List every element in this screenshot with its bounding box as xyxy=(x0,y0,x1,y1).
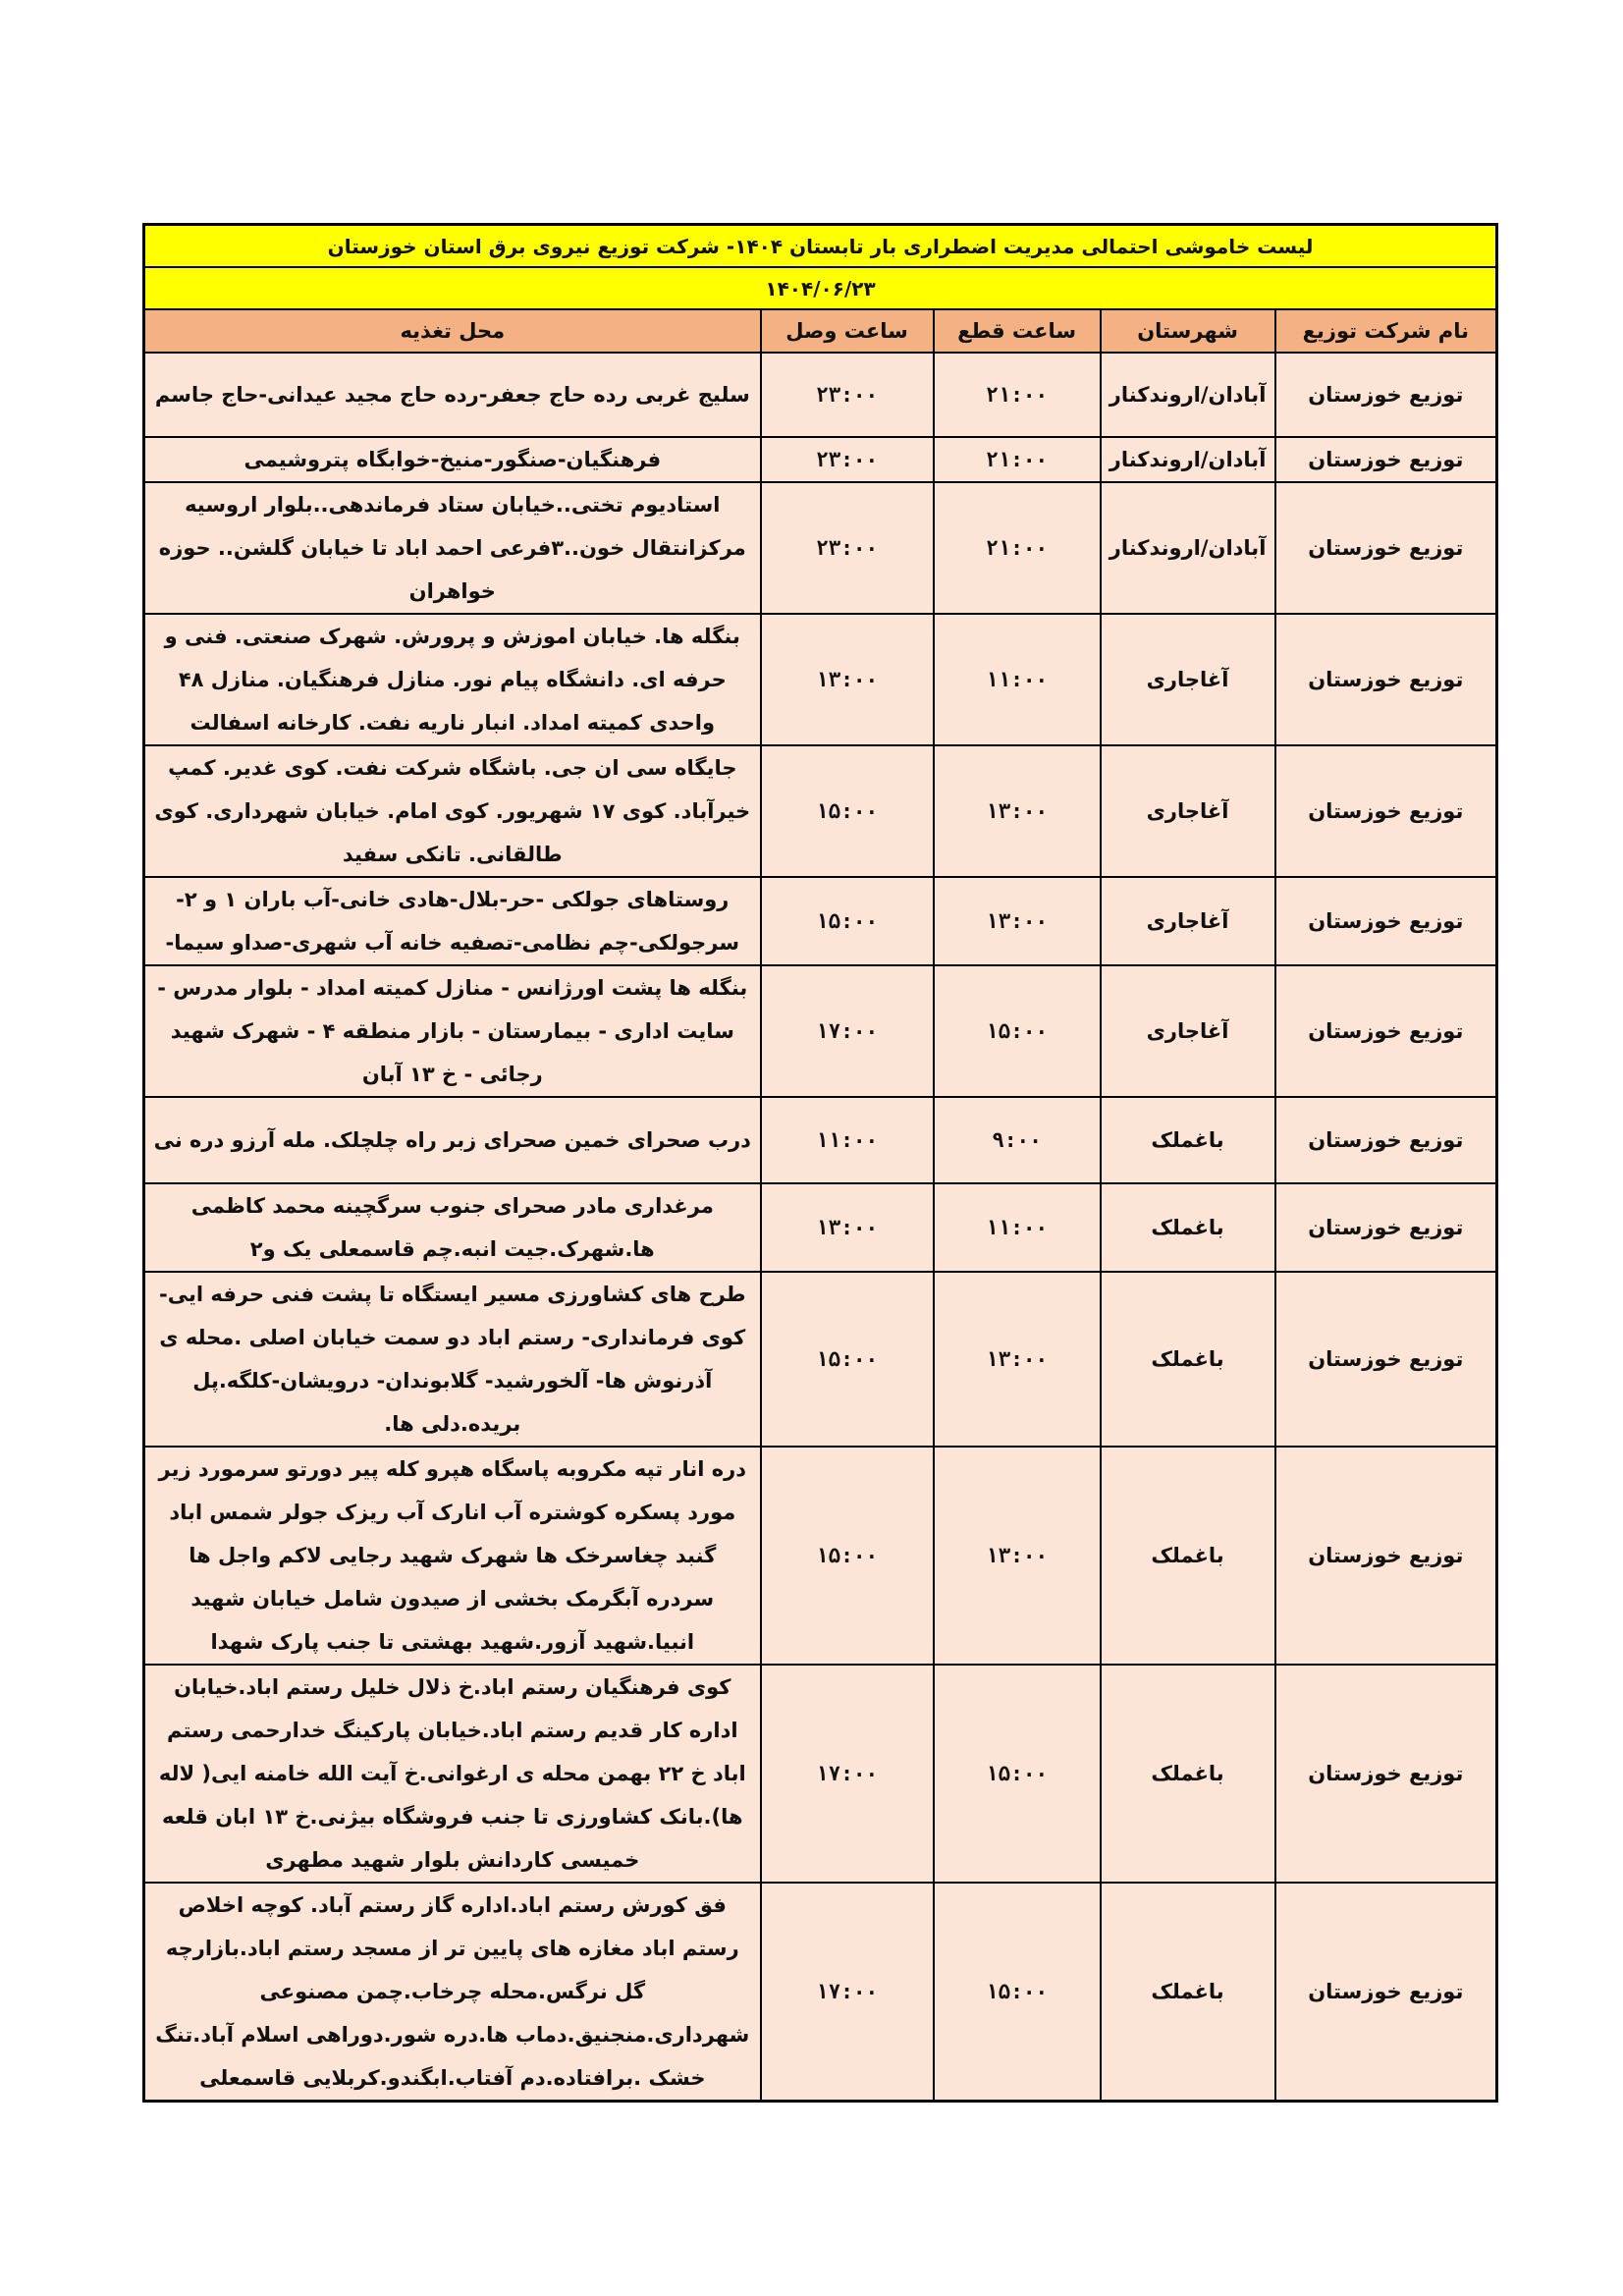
cut-time-cell: ۲۱:۰۰ xyxy=(934,437,1101,482)
company-cell: توزیع خوزستان xyxy=(1275,437,1497,482)
city-cell: آغاجاری xyxy=(1101,965,1275,1097)
city-cell: باغملک xyxy=(1101,1183,1275,1272)
company-cell: توزیع خوزستان xyxy=(1275,745,1497,877)
city-cell: باغملک xyxy=(1101,1665,1275,1883)
date-row xyxy=(144,267,1497,309)
table-row xyxy=(144,353,1497,437)
company-cell: توزیع خوزستان xyxy=(1275,1272,1497,1447)
connect-time-cell: ۱۵:۰۰ xyxy=(761,745,934,877)
city-cell: آغاجاری xyxy=(1101,877,1275,965)
city-cell: آغاجاری xyxy=(1101,745,1275,877)
header-feed-location: محل تغذیه xyxy=(144,309,761,353)
company-cell: توزیع خوزستان xyxy=(1275,1883,1497,2102)
feed-location-cell: جایگاه سی ان جی. باشگاه شرکت نفت. کوی غدیر. کمپ خیرآباد. کوی ۱۷ شهریور. کوی امام. خیابان شهرداری. کوی طالقانی. تانکی سفید xyxy=(144,745,761,877)
company-cell: توزیع خوزستان xyxy=(1275,482,1497,614)
city-cell: باغملک xyxy=(1101,1447,1275,1665)
feed-location-cell: دره انار تپه مکروبه پاسگاه هپرو کله پیر دورتو سرمورد زیر مورد پسکره کوشتره آب انارک آب ریزک جولر شمس اباد گنبد چغاسرخک ها شهرک شهید رجایی لاکم واجل ها سردره آبگرمک بخشی از صیدون شامل خیابان شهید انبیا.شهید آزور.شهید بهشتی تا جنب پارک شهدا xyxy=(144,1447,761,1665)
table-row xyxy=(144,1883,1497,2102)
feed-location-cell: فق کورش رستم اباد.اداره گاز رستم آباد. کوچه اخلاص رستم اباد مغازه های پایین تر از مسجد رستم اباد.بازارچه گل نرگس.محله چرخاب.چمن مصنوعی شهرداری.منجنیق.دماب ها.دره شور.دوراهی اسلام آباد.تنگ خشک .برافتاده.دم آفتاب.ابگندو.کربلایی قاسمعلی xyxy=(144,1883,761,2102)
feed-location-cell: بنگله ها. خیابان اموزش و پرورش. شهرک صنعتی. فنی و حرفه ای. دانشگاه پیام نور. منازل فرهنگیان. منازل ۴۸ واحدی کمیته امداد. انبار ناریه نفت. کارخانه اسفالت xyxy=(144,614,761,745)
feed-location-cell: فرهنگیان-صنگور-منیخ-خوابگاه پتروشیمی xyxy=(144,437,761,482)
city-cell: آبادان/اروندکنار xyxy=(1101,437,1275,482)
city-cell: باغملک xyxy=(1101,1883,1275,2102)
city-cell: باغملک xyxy=(1101,1097,1275,1183)
feed-location-cell: بنگله ها پشت اورژانس - منازل کمیته امداد - بلوار مدرس - سایت اداری - بیمارستان - بازار منطقه ۴ - شهرک شهید رجائی - خ ۱۳ آبان xyxy=(144,965,761,1097)
connect-time-cell: ۱۵:۰۰ xyxy=(761,877,934,965)
feed-location-cell: طرح های کشاورزی مسیر ایستگاه تا پشت فنی حرفه ایی- کوی فرمانداری- رستم اباد دو سمت خیابان اصلی .محله ی آذرنوش ها- آلخورشید- گلابوندان- درویشان-کلگه.پل بریده.دلی ها. xyxy=(144,1272,761,1447)
connect-time-cell: ۱۳:۰۰ xyxy=(761,1183,934,1272)
feed-location-cell: کوی فرهنگیان رستم اباد.خ ذلال خلیل رستم اباد.خیابان اداره کار قدیم رستم اباد.خیابان پارکینگ خدارحمی رستم اباد خ ۲۲ بهمن محله ی ارغوانی.خ آیت الله خامنه ایی( لاله ها).بانک کشاورزی تا جنب فروشگاه بیژنی.خ ۱۳ ابان قلعه خمیسی کاردانش بلوار شهید مطهری xyxy=(144,1665,761,1883)
header-company: نام شرکت توزیع xyxy=(1275,309,1497,353)
city-cell: باغملک xyxy=(1101,1272,1275,1447)
cut-time-cell: ۹:۰۰ xyxy=(934,1097,1101,1183)
city-cell: آغاجاری xyxy=(1101,614,1275,745)
title-row xyxy=(144,225,1497,268)
cut-time-cell: ۱۵:۰۰ xyxy=(934,1883,1101,2102)
connect-time-cell: ۱۷:۰۰ xyxy=(761,1883,934,2102)
feed-location-cell: روستاهای جولکی -حر-بلال-هادی خانی-آب باران ۱ و ۲- سرجولکی-چم نظامی-تصفیه خانه آب شهری-صداو سیما- xyxy=(144,877,761,965)
city-cell: آبادان/اروندکنار xyxy=(1101,482,1275,614)
company-cell: توزیع خوزستان xyxy=(1275,614,1497,745)
blackout-schedule-table xyxy=(142,223,1498,2103)
table-row xyxy=(144,1665,1497,1883)
document-date: ۱۴۰۴/۰۶/۲۳ xyxy=(144,267,1497,309)
connect-time-cell: ۲۳:۰۰ xyxy=(761,437,934,482)
cut-time-cell: ۱۵:۰۰ xyxy=(934,965,1101,1097)
connect-time-cell: ۱۷:۰۰ xyxy=(761,1665,934,1883)
feed-location-cell: سلیج غربی رده حاج جعفر-رده حاج مجید عیدانی-حاج جاسم xyxy=(144,353,761,437)
connect-time-cell: ۱۵:۰۰ xyxy=(761,1272,934,1447)
cut-time-cell: ۱۳:۰۰ xyxy=(934,1447,1101,1665)
cut-time-cell: ۱۳:۰۰ xyxy=(934,1272,1101,1447)
feed-location-cell: استادیوم تختی..خیابان ستاد فرماندهی..بلوار اروسیه مرکزانتقال خون..۳فرعی احمد اباد تا خیابان گلشن.. حوزه خواهران xyxy=(144,482,761,614)
schedule-sheet xyxy=(142,223,1495,2103)
table-row xyxy=(144,482,1497,614)
header-city: شهرستان xyxy=(1101,309,1275,353)
connect-time-cell: ۱۵:۰۰ xyxy=(761,1447,934,1665)
cut-time-cell: ۱۵:۰۰ xyxy=(934,1665,1101,1883)
feed-location-cell: مرغداری مادر صحرای جنوب سرگچینه محمد کاظمی ها.شهرک.جیت انبه.چم قاسمعلی یک و۲ xyxy=(144,1183,761,1272)
document-title: لیست خاموشی احتمالی مدیریت اضطراری بار تابستان ۱۴۰۴- شرکت توزیع نیروی برق استان خوزستان xyxy=(144,225,1497,268)
table-row xyxy=(144,1272,1497,1447)
feed-location-cell: درب صحرای خمین صحرای زبر راه چلچلک. مله آرزو دره نی xyxy=(144,1097,761,1183)
table-row xyxy=(144,1447,1497,1665)
connect-time-cell: ۱۳:۰۰ xyxy=(761,614,934,745)
company-cell: توزیع خوزستان xyxy=(1275,353,1497,437)
table-row xyxy=(144,877,1497,965)
company-cell: توزیع خوزستان xyxy=(1275,1665,1497,1883)
header-connect-time: ساعت وصل xyxy=(761,309,934,353)
table-row xyxy=(144,965,1497,1097)
city-cell: آبادان/اروندکنار xyxy=(1101,353,1275,437)
cut-time-cell: ۱۳:۰۰ xyxy=(934,877,1101,965)
company-cell: توزیع خوزستان xyxy=(1275,1183,1497,1272)
table-row xyxy=(144,1183,1497,1272)
cut-time-cell: ۱۱:۰۰ xyxy=(934,614,1101,745)
cut-time-cell: ۲۱:۰۰ xyxy=(934,353,1101,437)
company-cell: توزیع خوزستان xyxy=(1275,1447,1497,1665)
header-cut-time: ساعت قطع xyxy=(934,309,1101,353)
table-row xyxy=(144,745,1497,877)
connect-time-cell: ۲۳:۰۰ xyxy=(761,482,934,614)
table-row xyxy=(144,437,1497,482)
company-cell: توزیع خوزستان xyxy=(1275,877,1497,965)
cut-time-cell: ۱۱:۰۰ xyxy=(934,1183,1101,1272)
connect-time-cell: ۱۱:۰۰ xyxy=(761,1097,934,1183)
connect-time-cell: ۲۳:۰۰ xyxy=(761,353,934,437)
company-cell: توزیع خوزستان xyxy=(1275,965,1497,1097)
company-cell: توزیع خوزستان xyxy=(1275,1097,1497,1183)
connect-time-cell: ۱۷:۰۰ xyxy=(761,965,934,1097)
table-row xyxy=(144,614,1497,745)
cut-time-cell: ۲۱:۰۰ xyxy=(934,482,1101,614)
cut-time-cell: ۱۳:۰۰ xyxy=(934,745,1101,877)
header-row xyxy=(144,309,1497,353)
table-row xyxy=(144,1097,1497,1183)
